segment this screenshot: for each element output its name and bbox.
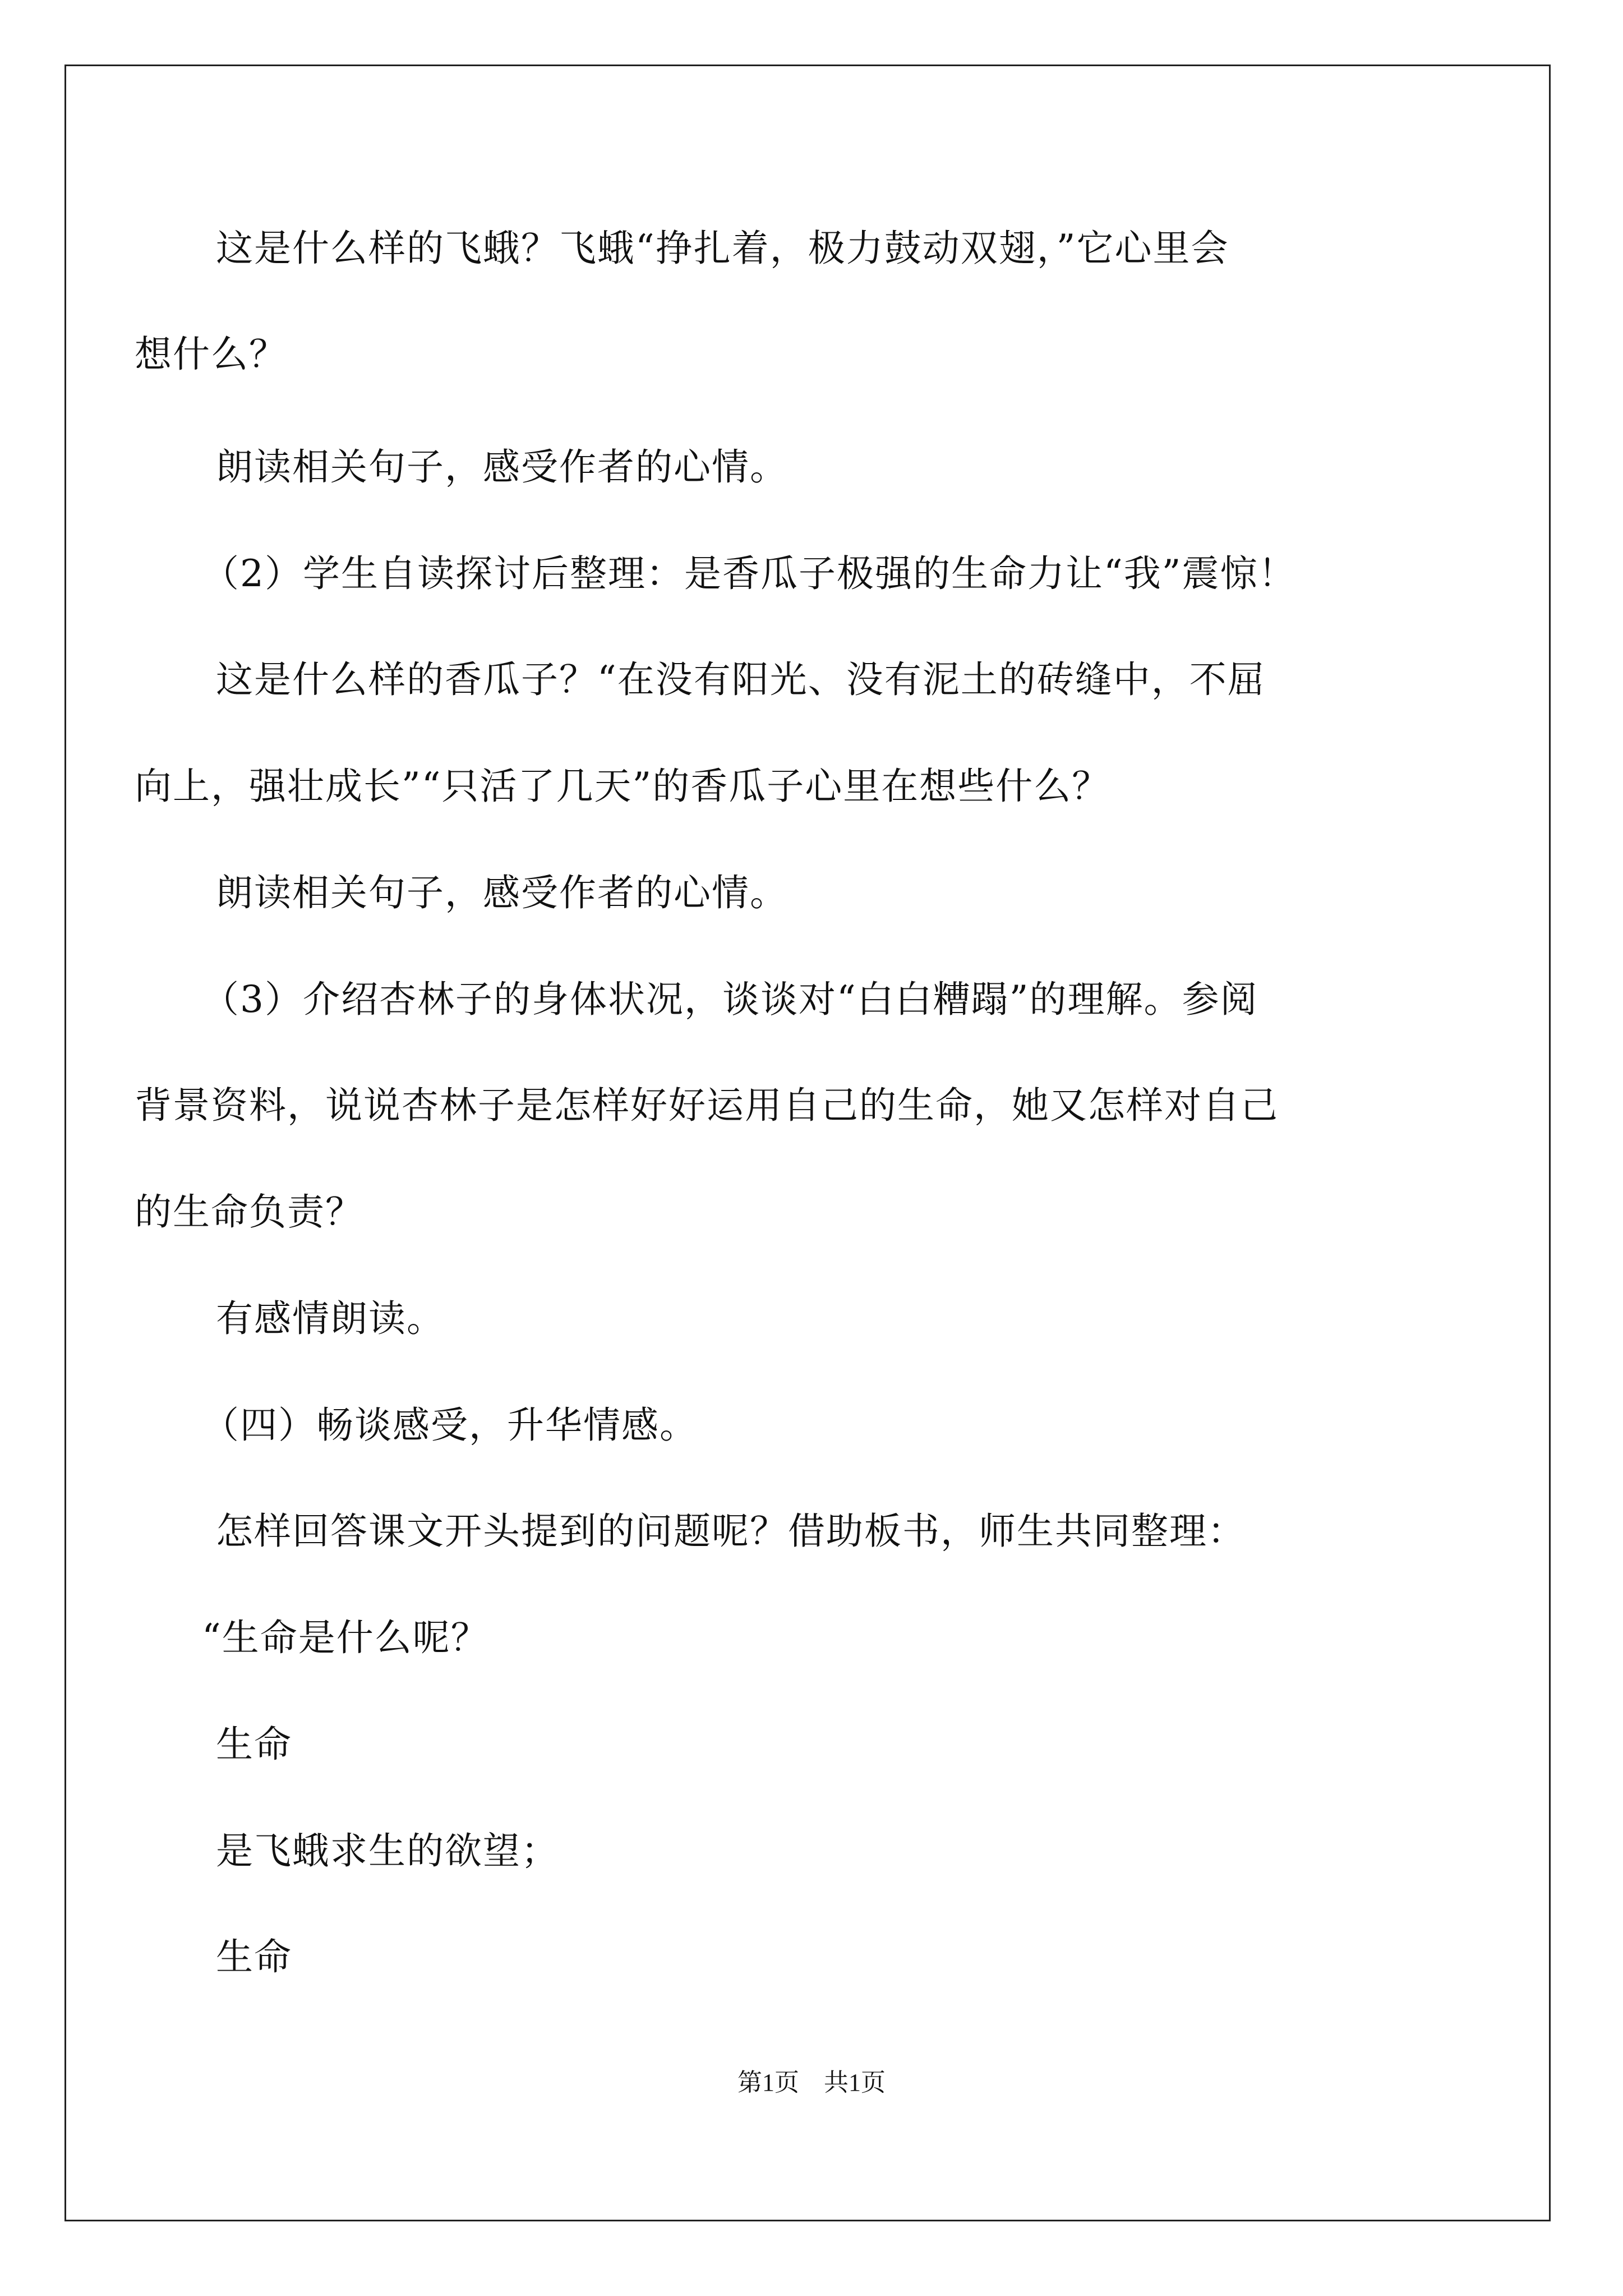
paragraph-1-line-2: 想什么？	[135, 333, 287, 376]
paragraph-3: （2）学生自读探讨后整理：是香瓜子极强的生命力让“我”震惊！	[202, 552, 1297, 595]
paragraph-9: 怎样回答课文开头提到的问题呢？借助板书，师生共同整理：	[216, 1510, 1246, 1553]
page-footer: 第1页 共1页	[737, 2069, 886, 2096]
paragraph-6-line-1: （3）介绍杏林子的身体状况，谈谈对“白白糟蹋”的理解。参阅	[202, 978, 1258, 1021]
paragraph-1-line-1: 这是什么样的飞蛾？飞蛾“挣扎着，极力鼓动双翅，”它心里会	[216, 227, 1229, 270]
paragraph-13: 生命	[216, 1935, 292, 1978]
paragraph-11: 生命	[216, 1723, 292, 1766]
paragraph-5: 朗读相关句子，感受作者的心情。	[216, 871, 788, 914]
paragraph-10: “生命是什么呢？	[202, 1616, 489, 1659]
paragraph-4-line-1: 这是什么样的香瓜子？“在没有阳光、没有泥土的砖缝中，不屈	[216, 658, 1266, 701]
paragraph-8: （四）畅谈感受，升华情感。	[202, 1404, 698, 1447]
paragraph-2: 朗读相关句子，感受作者的心情。	[216, 445, 788, 489]
paragraph-12: 是飞蛾求生的欲望；	[216, 1829, 559, 1872]
paragraph-6-line-3: 的生命负责？	[135, 1190, 363, 1234]
paragraph-6-line-2: 背景资料，说说杏林子是怎样好好运用自己的生命，她又怎样对自己	[135, 1084, 1279, 1127]
paragraph-7: 有感情朗读。	[216, 1297, 445, 1340]
paragraph-4-line-2: 向上，强壮成长”“只活了几天”的香瓜子心里在想些什么？	[135, 765, 1110, 808]
